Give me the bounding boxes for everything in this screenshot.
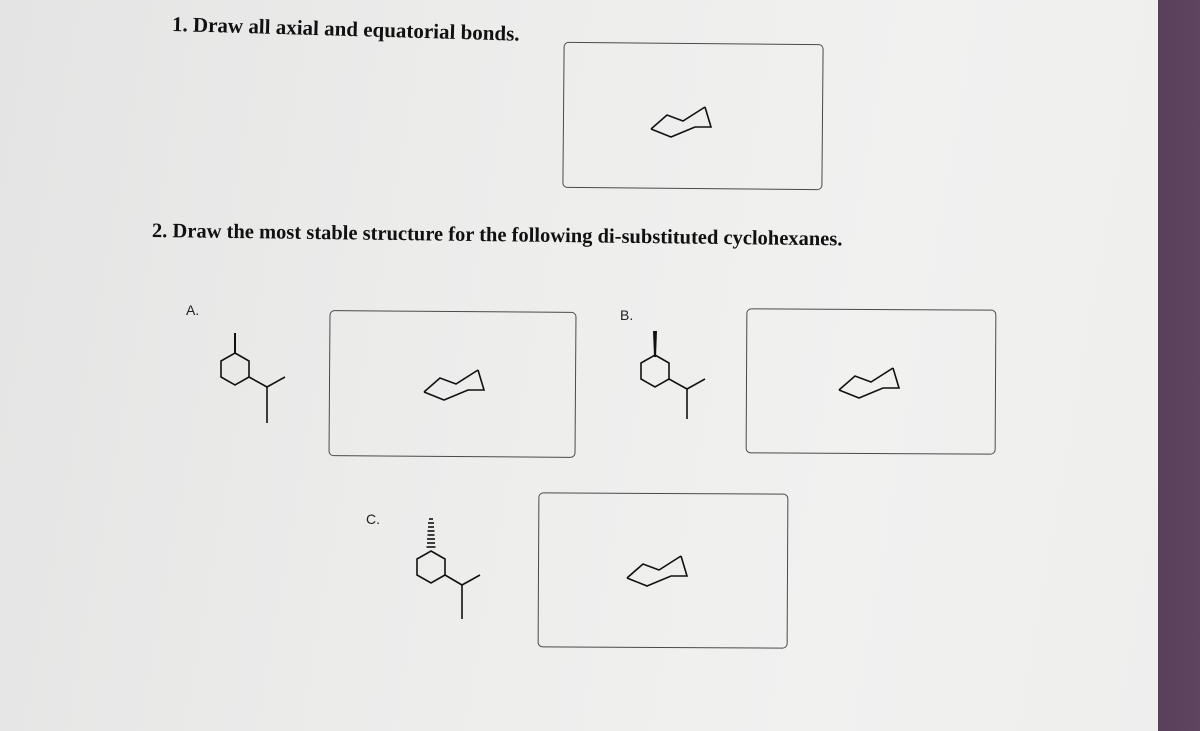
question-1 [172, 12, 520, 47]
molecule-b [625, 327, 725, 427]
molecule-a [205, 325, 305, 425]
question-2-number: 2. [151, 220, 168, 243]
chair-template-q1 [645, 103, 725, 143]
chair-template-c [621, 552, 701, 592]
molecule-c [400, 515, 500, 625]
part-c-label: C. [366, 511, 380, 527]
question-1-text: Draw all axial and equatorial bonds. [192, 12, 520, 46]
part-b-label: B. [620, 307, 634, 323]
chair-template-b [833, 364, 913, 404]
background-edge [1158, 0, 1200, 731]
question-1-number: 1. [171, 12, 189, 37]
part-a-label: A. [186, 302, 200, 318]
chair-template-a [418, 366, 498, 406]
question-2 [152, 220, 843, 251]
question-2-text: Draw the most stable structure for the following di-substituted cyclohexanes. [172, 220, 843, 251]
